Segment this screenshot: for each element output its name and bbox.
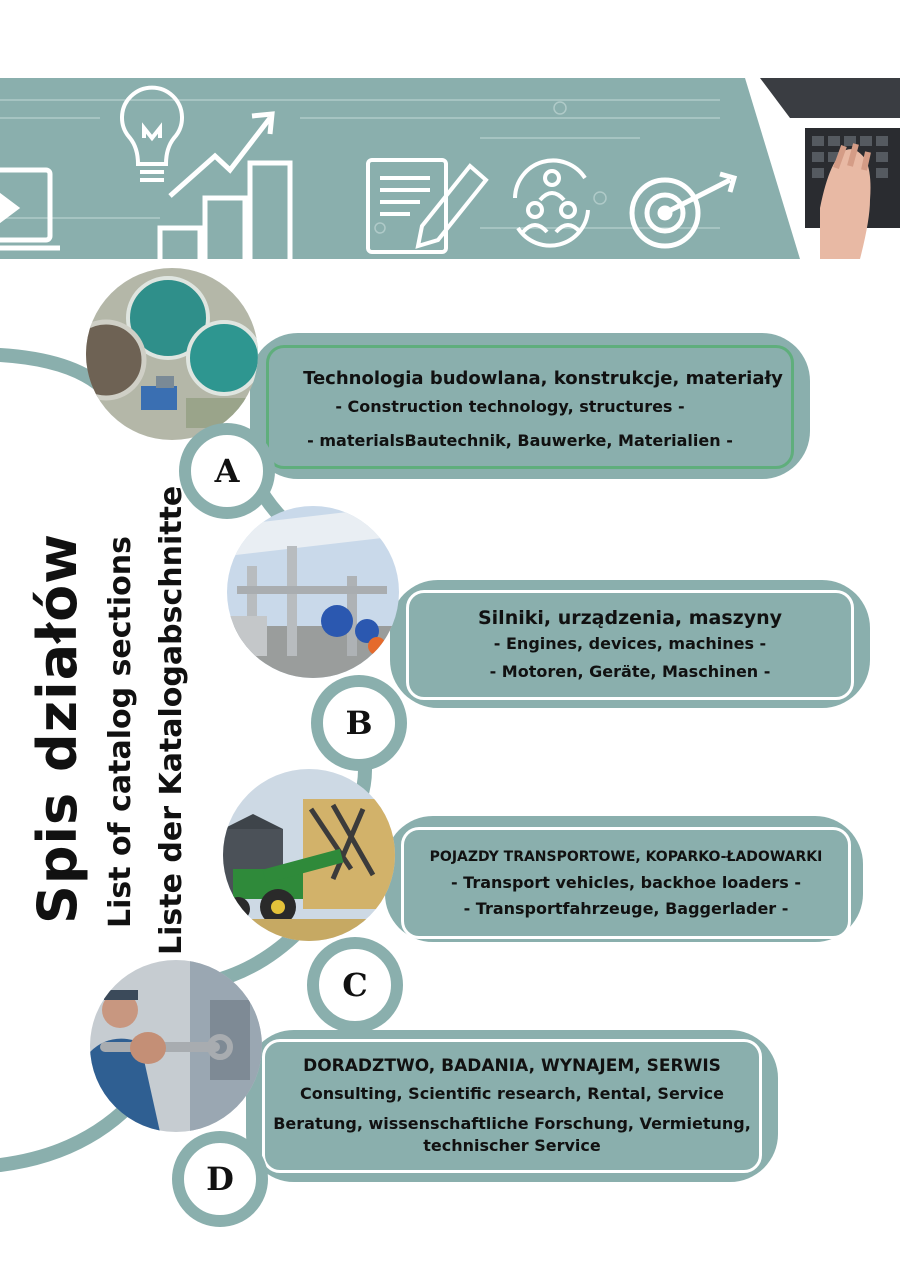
section-a-text-box [266,345,794,469]
page-title: Spis działów [26,532,89,924]
section-d-title: DORADZTWO, BADANIA, WYNAJEM, SERWIS [303,1056,721,1076]
section-d-line-en: Consulting, Scientific research, Rental, Service [300,1084,724,1103]
section-a-line-en: - Construction technology, structures - [335,397,685,416]
section-a-line-de: - materialsBautechnik, Bauwerke, Materialien - [307,431,733,450]
page-subtitle-en: List of catalog sections [103,535,138,928]
section-b-text-box [406,590,854,700]
section-a-title: Technologia budowlana, konstrukcje, materiały [303,368,783,389]
section-c-line-en: - Transport vehicles, backhoe loaders - [450,873,802,892]
section-c-title: POJAZDY TRANSPORTOWE, KOPARKO-ŁADOWARKI [429,849,823,865]
section-c-line-de: - Transportfahrzeuge, Baggerlader - [463,899,789,918]
biogas-plant-aerial-photo [86,268,258,440]
industrial-pumps-photo [227,506,399,678]
section-c-badge: C [307,937,403,1033]
section-d-badge: D [172,1131,268,1227]
section-b-line-en: - Engines, devices, machines - [493,634,767,653]
tractor-hay-bales-photo [223,769,395,941]
section-b-title: Silniki, urządzenia, maszyny [477,607,783,629]
section-a-badge: A [179,423,275,519]
section-d-text-box [262,1039,762,1173]
mechanic-wrench-photo [90,960,262,1132]
section-b-badge: B [311,675,407,771]
page-subtitle-de: Liste der Katalogabschnitte [154,485,189,955]
section-d-line-de-2: technischer Service [423,1136,601,1155]
section-b-line-de: - Motoren, Geräte, Maschinen - [489,662,771,681]
section-c-text-box [401,827,851,939]
section-d-line-de: Beratung, wissenschaftliche Forschung, Vermietung, [273,1114,751,1133]
